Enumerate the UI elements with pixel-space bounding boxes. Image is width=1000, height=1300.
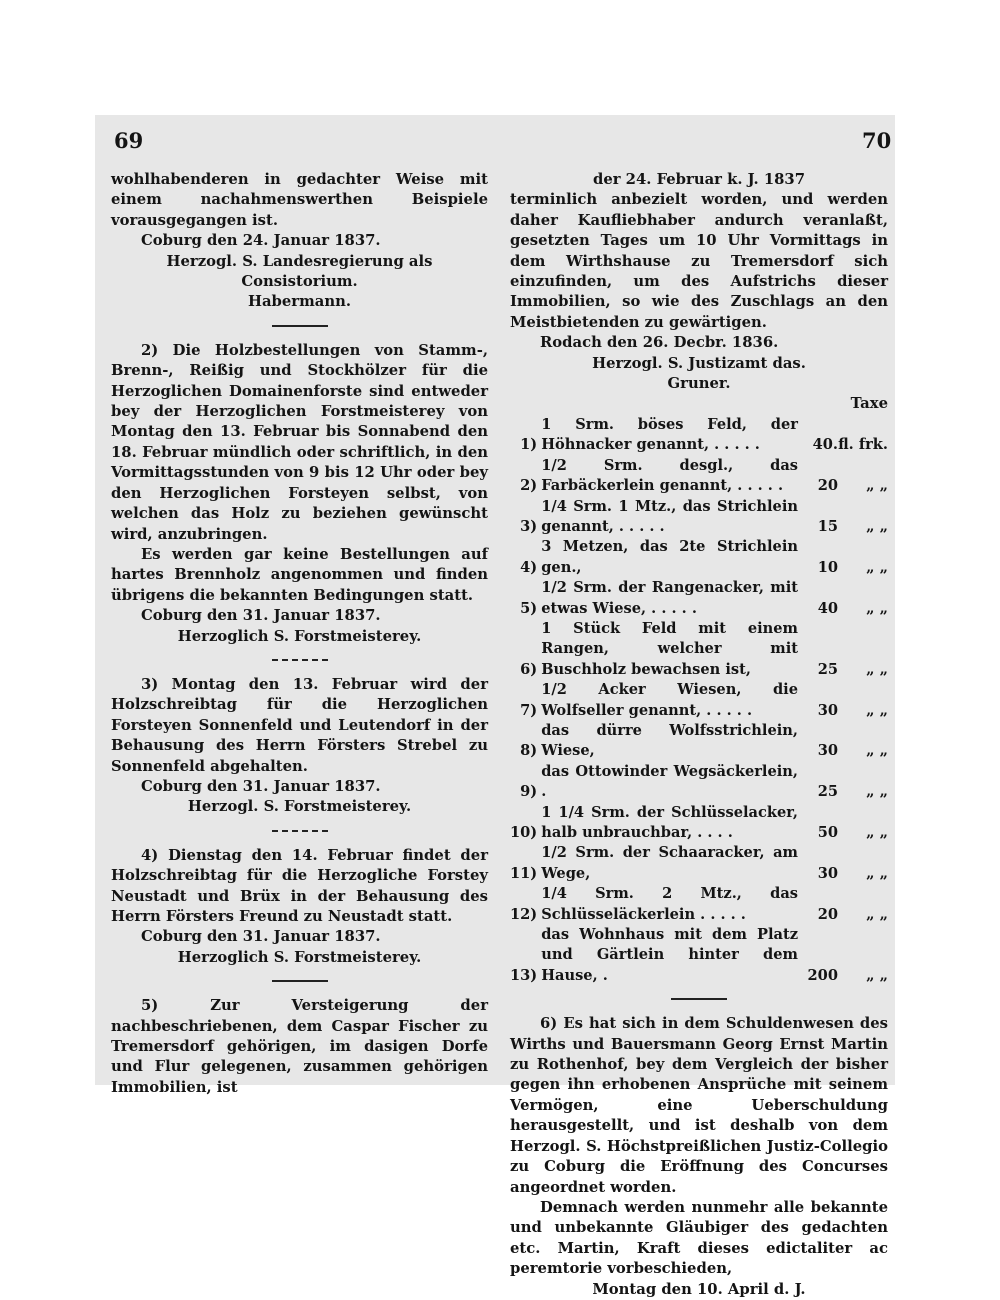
taxe-item-unit: „ „ xyxy=(866,660,888,678)
taxe-item-number: 5) xyxy=(520,599,538,617)
taxe-item-description: 1/4 Srm. 1 Mtz., das Strichlein genannt, . . . . . xyxy=(541,497,798,535)
taxe-item-description: 1/2 Srm. der Schaaracker, am Wege, xyxy=(541,844,798,882)
taxe-item-unit: „ „ xyxy=(866,477,888,495)
taxe-item-unit: „ „ xyxy=(866,701,888,719)
left-signature-3: Herzogl. S. Forstmeisterey. xyxy=(187,798,412,816)
taxe-item-value: 15 xyxy=(817,517,838,535)
left-signature-2: Herzoglich S. Forstmeisterey. xyxy=(177,627,422,645)
taxe-item-description: 1/2 Acker Wiesen, die Wolfseller genannt, . . . . . xyxy=(541,681,798,719)
taxe-item-number: 8) xyxy=(520,742,538,760)
right-head-date: der 24. Februar k. J. 1837 xyxy=(592,171,806,188)
taxe-item-unit: „ „ xyxy=(866,599,888,617)
taxe-item-value: 20 xyxy=(817,477,838,495)
taxe-item-number: 10) xyxy=(510,824,538,841)
taxe-item-description: 1 Stück Feld mit einem Rangen, welcher mit Buschholz bewachsen ist, xyxy=(541,619,798,678)
taxe-item-description: 1 Srm. böses Feld, der Höhnacker genannt, . . . . . xyxy=(541,415,798,454)
left-column xyxy=(111,170,488,1098)
right-paragraph-1: terminlich anbezielt worden, und werden daher Kaufliebhaber andurch veranlaßt, gesetzten Tages um 10 Uhr Vormittags in dem Wirthshause zu Tremersdorf sich einzufinden, um des Aufstrichs dieser Immobilien, so wie des Zuschlags an den Meistbietenden zu gewärtigen. xyxy=(510,191,888,331)
taxe-item-number: 1) xyxy=(520,436,538,454)
taxe-item-unit: „ „ xyxy=(866,783,888,801)
right-date-6: Montag den 10. April d. J. xyxy=(592,1280,806,1298)
taxe-item-value: 25 xyxy=(817,660,838,678)
taxe-item-description: 3 Metzen, das 2te Strichlein gen., xyxy=(541,538,798,576)
taxe-item-number: 2) xyxy=(520,477,538,495)
taxe-row xyxy=(510,884,888,925)
left-signature-4: Herzoglich S. Forstmeisterey. xyxy=(177,948,422,966)
left-paragraph-4: 4) Dienstag den 14. Februar findet der Holzschreibtag für die Herzogliche Forstey Neustadt und Brüx in der Behausung des Herrn Försters Freund zu Neustadt statt. xyxy=(111,846,488,925)
taxe-item-unit: fl. frk. xyxy=(838,436,888,454)
taxe-item-number: 4) xyxy=(520,558,538,576)
taxe-row xyxy=(510,578,888,619)
taxe-item-unit: „ „ xyxy=(866,966,888,984)
taxe-item-value: 40. xyxy=(812,436,838,454)
taxe-item-value: 30 xyxy=(817,742,838,760)
taxe-row xyxy=(510,843,888,884)
taxe-table xyxy=(510,415,888,986)
taxe-label: Taxe xyxy=(850,395,888,413)
taxe-item-value: 50 xyxy=(817,824,838,841)
taxe-row xyxy=(510,925,888,986)
taxe-item-value: 200 xyxy=(807,966,838,984)
page-number-left: 69 xyxy=(114,128,144,153)
taxe-row xyxy=(510,456,888,497)
taxe-item-number: 12) xyxy=(510,905,538,923)
taxe-row xyxy=(510,497,888,538)
left-paragraph-1: wohlhabenderen in gedachter Weise mit einem nachahmenswerthen Beispiele vorausgegangen ist. xyxy=(111,171,488,229)
section-rule xyxy=(272,980,328,982)
page-number-right: 70 xyxy=(862,128,892,153)
taxe-row xyxy=(510,721,888,762)
taxe-row xyxy=(510,415,888,456)
left-paragraph-5: 5) Zur Versteigerung der nachbeschriebenen, dem Caspar Fischer zu Tremersdorf gehörigen, im dasigen Dorfe und Flur gelegenen, zusammen gehörigen Immobilien, ist xyxy=(111,997,488,1096)
right-name-1: Gruner. xyxy=(667,375,731,393)
taxe-item-description: das Ottowinder Wegsäckerlein, . xyxy=(541,762,798,801)
taxe-item-description: 1/4 Srm. 2 Mtz., das Schlüsseläckerlein . . . . . xyxy=(541,885,798,923)
left-paragraph-3: 3) Montag den 13. Februar wird der Holzschreibtag für die Herzoglichen Forsteyen Sonnenfeld und Leutendorf in der Behausung des Herrn Försters Strebel zu Sonnenfeld abgehalten. xyxy=(111,675,488,775)
taxe-row xyxy=(510,803,888,844)
taxe-item-unit: „ „ xyxy=(866,824,888,841)
taxe-item-description: 1/2 Srm. der Rangenacker, mit etwas Wiese, . . . . . xyxy=(541,579,798,617)
right-paragraph-6: 6) Es hat sich in dem Schuldenwesen des Wirths und Bauersmann Georg Ernst Martin zu Rothenhof, bey dem Vergleich der bisher gegen ihn erhobenen Ansprüche mit seinem Vermögen, eine Ueberschuldung herausgestellt, und ist deshalb von dem Herzogl. S. Höchstpreißlichen Justiz-Collegio zu Coburg die Eröffnung des Concurses angeordnet worden. xyxy=(510,1015,888,1196)
section-rule xyxy=(272,325,328,327)
taxe-item-number: 7) xyxy=(520,701,538,719)
taxe-row xyxy=(510,762,888,803)
right-paragraph-6b: Demnach werden nunmehr alle bekannte und unbekannte Gläubiger des gedachten etc. Martin, Kraft dieses edictaliter ac peremtorie vorbeschieden, xyxy=(510,1198,888,1278)
taxe-item-number: 9) xyxy=(520,783,538,801)
taxe-item-value: 20 xyxy=(817,905,838,923)
taxe-row xyxy=(510,680,888,721)
left-date-1: Coburg den 24. Januar 1837. xyxy=(141,232,381,250)
right-date-1: Rodach den 26. Decbr. 1836. xyxy=(540,334,779,352)
taxe-row xyxy=(510,619,888,680)
taxe-item-description: das Wohnhaus mit dem Platz und Gärtlein hinter dem Hause, . xyxy=(541,926,798,984)
taxe-item-value: 25 xyxy=(817,783,838,801)
left-signature-1: Herzogl. S. Landesregierung als Consistorium. xyxy=(166,252,433,291)
taxe-item-unit: „ „ xyxy=(866,517,888,535)
taxe-item-number: 13) xyxy=(510,966,538,984)
taxe-row xyxy=(510,537,888,578)
section-rule xyxy=(671,998,727,1000)
right-column xyxy=(510,170,888,1300)
right-signature-1: Herzogl. S. Justizamt das. xyxy=(592,354,806,372)
taxe-item-number: 6) xyxy=(520,660,538,678)
taxe-item-unit: „ „ xyxy=(866,558,888,576)
left-paragraph-2: 2) Die Holzbestellungen von Stamm-, Brenn-, Reißig und Stockhölzer für die Herzoglichen Domainenforste sind entweder bey der Herzoglichen Forstmeisterey von Montag den 13. Februar bis Sonnabend den 18. Februar mündlich oder schriftlich, in den Vormittagsstunden von 9 bis 12 Uhr oder bey den Herzoglichen Forsteyen selbst, von welchen das Holz zu beziehen gewünscht wird, anzubringen. xyxy=(111,341,488,543)
taxe-item-value: 10 xyxy=(817,558,838,576)
taxe-item-description: das dürre Wolfsstrichlein, Wiese, xyxy=(541,721,798,760)
taxe-item-value: 30 xyxy=(817,701,838,719)
taxe-item-unit: „ „ xyxy=(866,742,888,760)
left-date-4: Coburg den 31. Januar 1837. xyxy=(141,928,381,946)
left-name-1: Habermann. xyxy=(247,293,352,311)
left-paragraph-2b: Es werden gar keine Bestellungen auf hartes Brennholz angenommen und finden übrigens die bekannten Bedingungen statt. xyxy=(111,545,488,604)
section-rule xyxy=(272,830,328,832)
left-date-3: Coburg den 31. Januar 1837. xyxy=(141,777,381,795)
left-date-2: Coburg den 31. Januar 1837. xyxy=(141,607,381,625)
taxe-item-value: 30 xyxy=(817,864,838,882)
taxe-item-number: 3) xyxy=(520,517,538,535)
taxe-item-value: 40 xyxy=(817,599,838,617)
taxe-item-number: 11) xyxy=(510,864,538,882)
taxe-item-description: 1/2 Srm. desgl., das Farbäckerlein genannt, . . . . . xyxy=(541,456,798,495)
taxe-item-unit: „ „ xyxy=(866,905,888,923)
taxe-item-unit: „ „ xyxy=(866,864,888,882)
section-rule xyxy=(272,659,328,661)
taxe-item-description: 1 1/4 Srm. der Schlüsselacker, halb unbrauchbar, . . . . xyxy=(541,803,798,841)
